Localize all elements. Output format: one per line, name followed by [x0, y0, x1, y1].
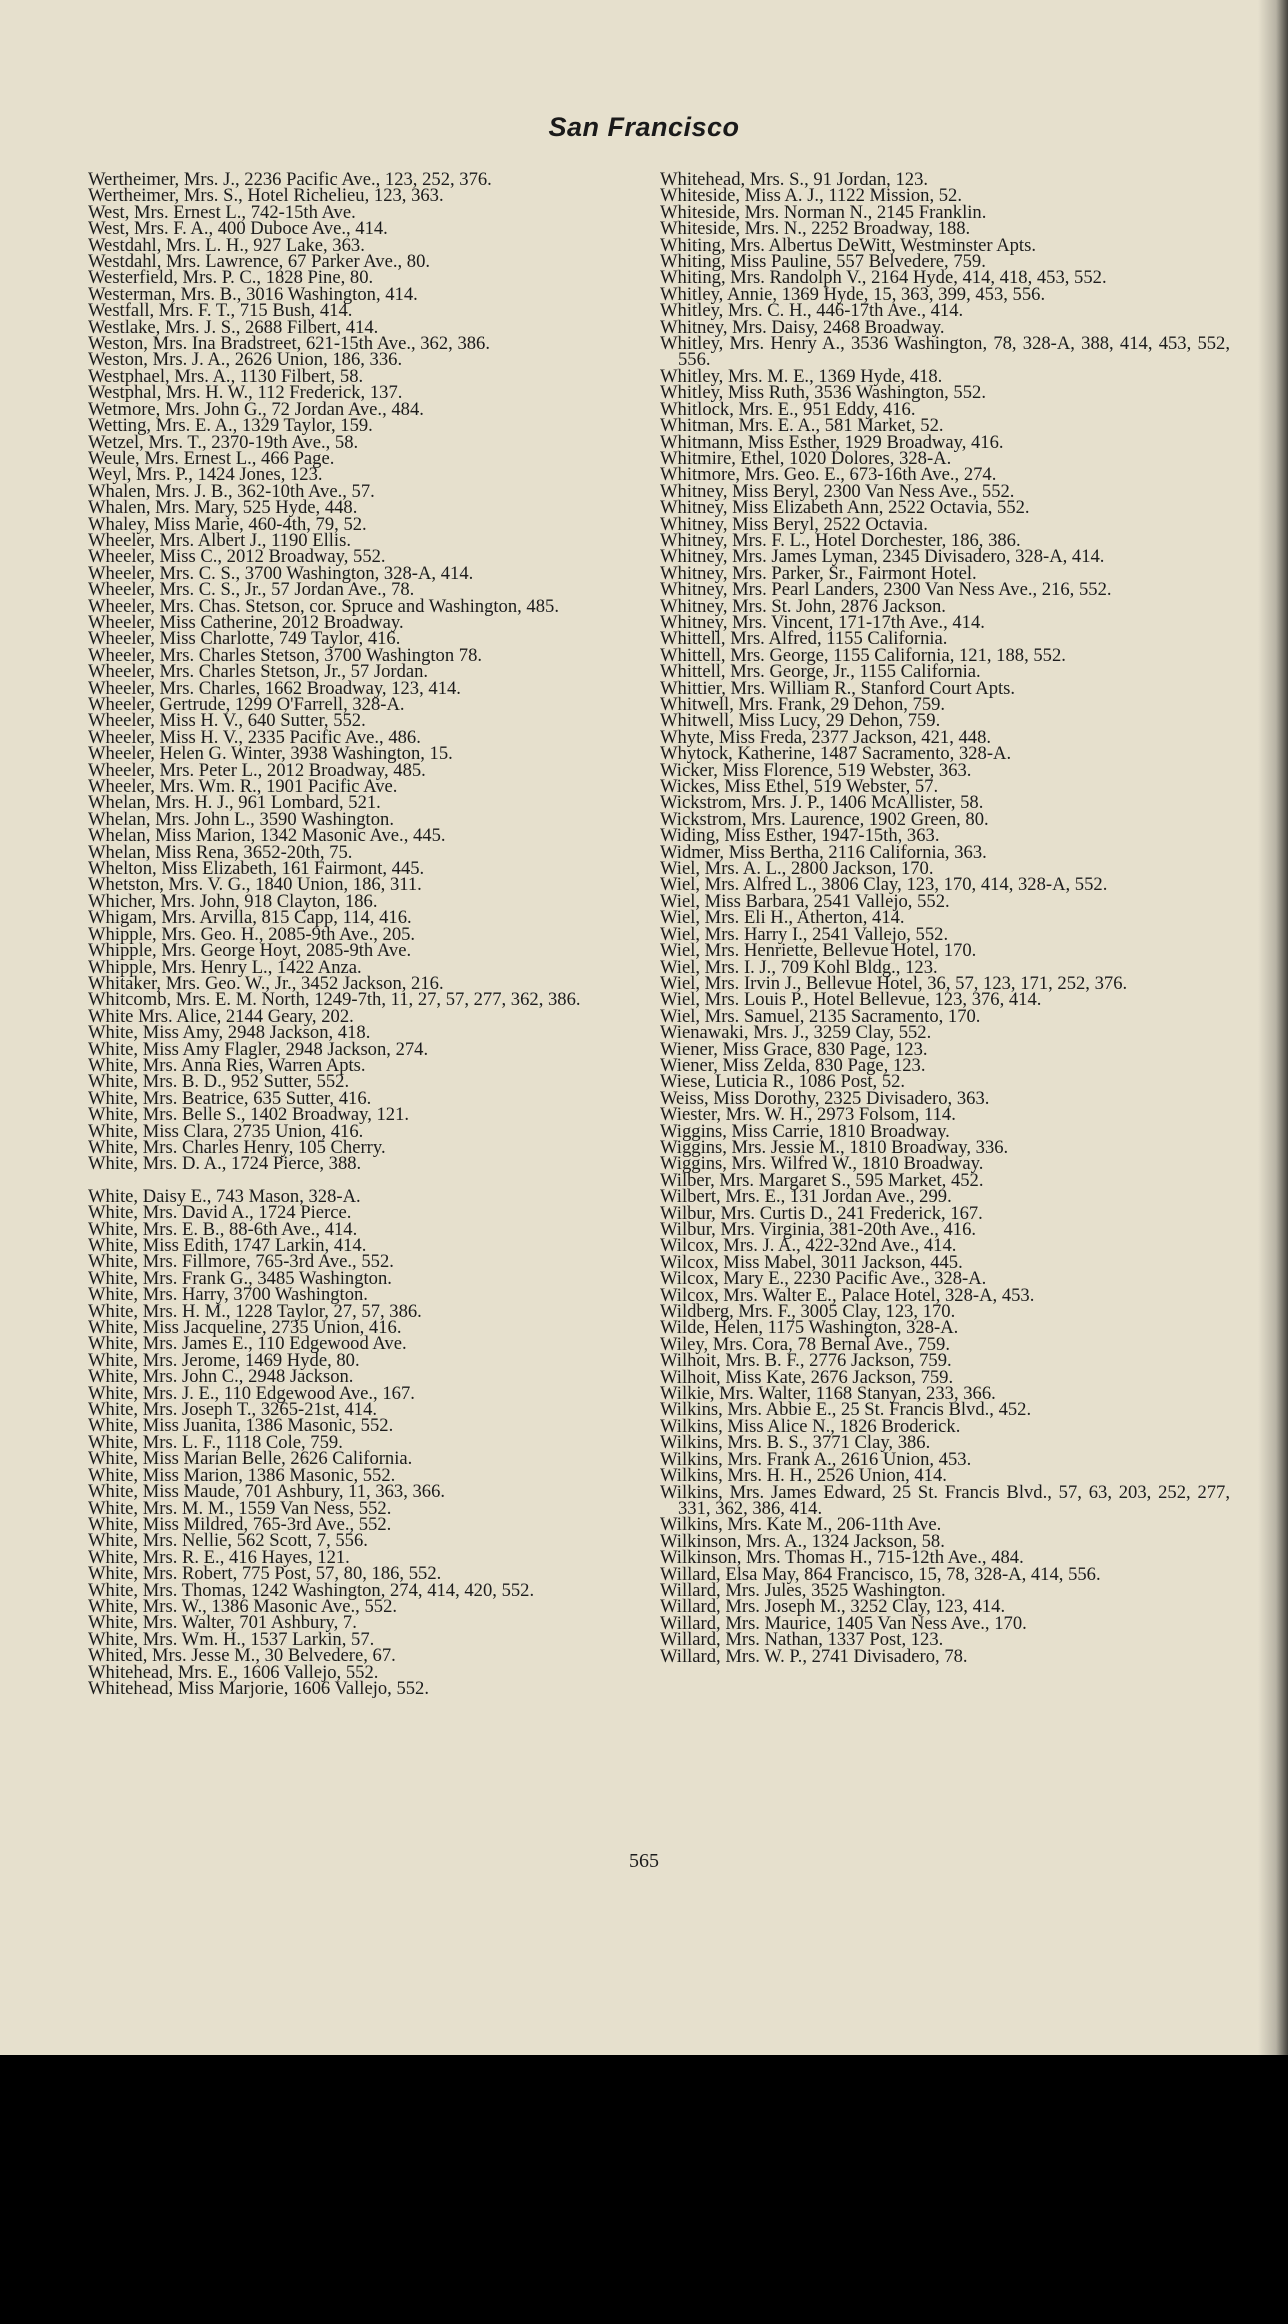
directory-entry: Weule, Mrs. Ernest L., 466 Page. [88, 447, 335, 469]
directory-entry: Westlake, Mrs. J. S., 2688 Filbert, 414. [88, 316, 379, 338]
directory-entry: White, Miss Juanita, 1386 Masonic, 552. [88, 1415, 394, 1437]
directory-entry: Wilbur, Mrs. Curtis D., 241 Frederick, 167. [660, 1202, 983, 1224]
directory-entry: Wheeler, Miss H. V., 2335 Pacific Ave., 486. [88, 726, 421, 748]
directory-entry: Whitman, Mrs. E. A., 581 Market, 52. [660, 415, 944, 437]
directory-entry: Whittell, Mrs. George, Jr., 1155 California. [660, 661, 981, 683]
directory-entry: Whitney, Mrs. Vincent, 171-17th Ave., 414. [660, 611, 985, 633]
directory-entry: Wilkinson, Mrs. Thomas H., 715-12th Ave., 484. [660, 1547, 1024, 1569]
directory-entry: Wilkins, Miss Alice N., 1826 Broderick. [660, 1415, 961, 1437]
directory-entry: White, Miss Maude, 701 Ashbury, 11, 363, 366. [88, 1481, 446, 1503]
directory-entry: Whitley, Mrs. C. H., 446-17th Ave., 414. [660, 300, 964, 322]
directory-entry: White, Mrs. E. B., 88-6th Ave., 414. [88, 1218, 358, 1240]
directory-entry: Wheeler, Mrs. Charles, 1662 Broadway, 123, 414. [88, 677, 461, 699]
directory-entry: Whitmire, Ethel, 1020 Dolores, 328-A. [660, 447, 952, 469]
directory-entry: Widing, Miss Esther, 1947-15th, 363. [660, 825, 940, 847]
directory-entry: Wiley, Mrs. Cora, 78 Bernal Ave., 759. [660, 1333, 950, 1355]
directory-entry: Westdahl, Mrs. L. H., 927 Lake, 363. [88, 234, 365, 256]
directory-entry: Wiel, Miss Barbara, 2541 Vallejo, 552. [660, 890, 950, 912]
directory-entry: White, Mrs. David A., 1724 Pierce. [88, 1202, 352, 1224]
directory-entry: Westdahl, Mrs. Lawrence, 67 Parker Ave., 80. [88, 251, 431, 273]
directory-entry: Wheeler, Helen G. Winter, 3938 Washington, 15. [88, 743, 453, 765]
directory-entry: Wiel, Mrs. Samuel, 2135 Sacramento, 170. [660, 1005, 981, 1027]
directory-entry: Wilcox, Mary E., 2230 Pacific Ave., 328-A. [660, 1268, 987, 1290]
directory-entry: Whiting, Mrs. Albertus DeWitt, Westminster Apts. [660, 234, 1036, 256]
directory-entry: Wiggins, Mrs. Jessie M., 1810 Broadway, 336. [660, 1136, 1009, 1158]
directory-entry: Whitney, Miss Beryl, 2300 Van Ness Ave., 552. [660, 480, 1015, 502]
directory-entry: White, Mrs. Belle S., 1402 Broadway, 121. [88, 1104, 410, 1126]
directory-entry: Whitley, Annie, 1369 Hyde, 15, 363, 399, 453, 556. [660, 283, 1046, 305]
directory-entry: Wilbert, Mrs. E., 131 Jordan Ave., 299. [660, 1186, 952, 1208]
directory-entry: White, Mrs. Robert, 775 Post, 57, 80, 186, 552. [88, 1563, 442, 1585]
directory-entry: Wicker, Miss Florence, 519 Webster, 363. [660, 759, 972, 781]
directory-entry: Wiener, Miss Grace, 830 Page, 123. [660, 1038, 928, 1060]
directory-entry: Wiel, Mrs. Harry I., 2541 Vallejo, 552. [660, 923, 949, 945]
directory-entry: Whittell, Mrs. Alfred, 1155 California. [660, 628, 948, 650]
directory-entry: White, Mrs. Charles Henry, 105 Cherry. [88, 1136, 386, 1158]
directory-entry: Wheeler, Miss Charlotte, 749 Taylor, 416. [88, 628, 401, 650]
directory-entry: Wilkins, Mrs. H. H., 2526 Union, 414. [660, 1465, 947, 1487]
directory-entry: Whelan, Miss Rena, 3652-20th, 75. [88, 841, 353, 863]
directory-entry: White, Miss Jacqueline, 2735 Union, 416. [88, 1317, 402, 1339]
directory-entry: White, Mrs. Walter, 701 Ashbury, 7. [88, 1612, 357, 1634]
directory-entry: Whipple, Mrs. Geo. H., 2085-9th Ave., 205. [88, 923, 416, 945]
directory-entry: Wiel, Mrs. A. L., 2800 Jackson, 170. [660, 858, 934, 880]
directory-entry: Wilcox, Mrs. Walter E., Palace Hotel, 328-A, 453. [660, 1284, 1035, 1306]
directory-entry: Wilkins, Mrs. Kate M., 206-11th Ave. [660, 1514, 942, 1536]
directory-entry: Whitehead, Mrs. E., 1606 Vallejo, 552. [88, 1661, 379, 1683]
directory-entry: Wiese, Luticia R., 1086 Post, 52. [660, 1071, 906, 1093]
directory-entry: White, Miss Mildred, 765-3rd Ave., 552. [88, 1513, 392, 1535]
directory-entry: West, Mrs. Ernest L., 742-15th Ave. [88, 201, 356, 223]
directory-entry: Westphael, Mrs. A., 1130 Filbert, 58. [88, 365, 364, 387]
directory-entry: White, Miss Amy, 2948 Jackson, 418. [88, 1022, 371, 1044]
directory-entry: White, Mrs. J. E., 110 Edgewood Ave., 167. [88, 1382, 415, 1404]
directory-entry: Wilkins, Mrs. B. S., 3771 Clay, 386. [660, 1432, 931, 1454]
directory-entry: Whitwell, Miss Lucy, 29 Dehon, 759. [660, 710, 941, 732]
directory-entry: Wilbur, Mrs. Virginia, 381-20th Ave., 416. [660, 1219, 977, 1240]
directory-entry: Wickes, Miss Ethel, 519 Webster, 57. [660, 776, 939, 798]
directory-entry: White, Miss Amy Flagler, 2948 Jackson, 274. [88, 1038, 429, 1060]
directory-entry: White, Mrs. Thomas, 1242 Washington, 274, 414, 420, 552. [88, 1579, 535, 1601]
directory-entry: White, Daisy E., 743 Mason, 328-A. [88, 1185, 361, 1207]
directory-entry: Wildberg, Mrs. F., 3005 Clay, 123, 170. [660, 1301, 956, 1323]
directory-entry: Whipple, Mrs. Henry L., 1422 Anza. [88, 956, 362, 978]
directory-entry: Wiel, Mrs. Louis P., Hotel Bellevue, 123, 376, 414. [660, 989, 1042, 1011]
directory-entry: Wheeler, Mrs. Wm. R., 1901 Pacific Ave. [88, 776, 398, 798]
directory-entry: Willard, Mrs. W. P., 2741 Divisadero, 78. [660, 1645, 968, 1667]
directory-entry: White, Mrs. Wm. H., 1537 Larkin, 57. [88, 1628, 375, 1650]
directory-entry: White, Mrs. Joseph T., 3265-21st, 414. [88, 1399, 378, 1421]
directory-entry: White, Mrs. B. D., 952 Sutter, 552. [88, 1071, 350, 1093]
directory-entry: White, Mrs. Jerome, 1469 Hyde, 80. [88, 1349, 360, 1371]
directory-entry: Wiel, Mrs. Eli H., Atherton, 414. [660, 907, 905, 929]
directory-entry: Wheeler, Mrs. Albert J., 1190 Ellis. [88, 529, 351, 551]
directory-entry: Whiting, Miss Pauline, 557 Belvedere, 759. [660, 251, 986, 273]
directory-entry: Wetzel, Mrs. T., 2370-19th Ave., 58. [88, 431, 359, 453]
directory-entry: Weyl, Mrs. P., 1424 Jones, 123. [88, 464, 323, 486]
directory-entry: Wilhoit, Mrs. B. F., 2776 Jackson, 759. [660, 1350, 952, 1372]
directory-entry: Wilkins, Mrs. James Edward, 25 St. Francis Blvd., 57, 63, 203, 252, 277, 331, 362, 386, 414. [660, 1481, 1230, 1519]
directory-entry: Wertheimer, Mrs. S., Hotel Richelieu, 123, 363. [88, 185, 444, 207]
directory-entry: Whytock, Katherine, 1487 Sacramento, 328-A. [660, 743, 1012, 765]
directory-entry: Whiteside, Mrs. N., 2252 Broadway, 188. [660, 218, 971, 240]
directory-entry: Wiener, Miss Zelda, 830 Page, 123. [660, 1054, 926, 1076]
directory-entry: Whitmore, Mrs. Geo. E., 673-16th Ave., 274. [660, 464, 997, 486]
directory-entry: White Mrs. Alice, 2144 Geary, 202. [88, 1005, 354, 1027]
directory-entry: Whitney, Mrs. F. L., Hotel Dorchester, 186, 386. [660, 529, 1021, 551]
directory-entry: Wheeler, Mrs. Chas. Stetson, cor. Spruce and Washington, 485. [88, 595, 559, 617]
directory-entry: Wiel, Mrs. I. J., 709 Kohl Bldg., 123. [660, 956, 938, 978]
directory-entry: Westerman, Mrs. B., 3016 Washington, 414. [88, 283, 418, 305]
directory-entry: Whitney, Mrs. Parker, Sr., Fairmont Hotel. [660, 562, 977, 584]
directory-entry: Wilcox, Mrs. J. A., 422-32nd Ave., 414. [660, 1235, 957, 1257]
directory-entry: White, Mrs. Nellie, 562 Scott, 7, 556. [88, 1530, 368, 1552]
directory-entry: Wheeler, Miss C., 2012 Broadway, 552. [88, 546, 386, 568]
directory-entry: Westerfield, Mrs. P. C., 1828 Pine, 80. [88, 267, 374, 289]
directory-entry: Whicher, Mrs. John, 918 Clayton, 186. [88, 890, 378, 912]
directory-entry: Willard, Mrs. Maurice, 1405 Van Ness Ave., 170. [660, 1612, 1027, 1634]
directory-entry: White, Miss Edith, 1747 Larkin, 414. [88, 1235, 367, 1256]
directory-entry: White, Miss Clara, 2735 Union, 416. [88, 1120, 364, 1142]
directory-entry: Whitney, Mrs. Pearl Landers, 2300 Van Ness Ave., 216, 552. [660, 579, 1112, 601]
directory-entry: Wiggins, Mrs. Wilfred W., 1810 Broadway. [660, 1153, 984, 1175]
directory-entry: Wheeler, Mrs. C. S., 3700 Washington, 328-A, 414. [88, 562, 474, 584]
directory-entry: White, Mrs. John C., 2948 Jackson. [88, 1366, 354, 1388]
directory-entry: Wheeler, Mrs. Charles Stetson, Jr., 57 Jordan. [88, 661, 429, 683]
directory-entry: Whitney, Miss Elizabeth Ann, 2522 Octavia, 552. [660, 497, 1030, 519]
directory-entry: Wheeler, Miss H. V., 640 Sutter, 552. [88, 710, 366, 732]
directory-entry: West, Mrs. F. A., 400 Duboce Ave., 414. [88, 218, 388, 240]
directory-entry: White, Mrs. Beatrice, 635 Sutter, 416. [88, 1087, 372, 1109]
directory-entry: Whitney, Mrs. James Lyman, 2345 Divisadero, 328-A, 414. [660, 546, 1105, 568]
directory-entry: Wiel, Mrs. Alfred L., 3806 Clay, 123, 170, 414, 328-A, 552. [660, 874, 1108, 896]
directory-entry: Wheeler, Mrs. Peter L., 2012 Broadway, 485. [88, 759, 426, 781]
directory-entry: Wheeler, Miss Catherine, 2012 Broadway. [88, 611, 404, 633]
directory-entry: White, Mrs. R. E., 416 Hayes, 121. [88, 1546, 350, 1568]
directory-entry: White, Miss Marian Belle, 2626 California. [88, 1448, 413, 1470]
page-number: 565 [629, 1850, 659, 1872]
directory-entry: Whitehead, Mrs. S., 91 Jordan, 123. [660, 169, 929, 190]
page-header: San Francisco [548, 112, 740, 142]
directory-entry: Whitley, Mrs. M. E., 1369 Hyde, 418. [660, 365, 943, 387]
directory-entry: Whipple, Mrs. George Hoyt, 2085-9th Ave. [88, 940, 412, 962]
page-edge-shadow [1258, 0, 1288, 2055]
directory-entry: White, Mrs. Anna Ries, Warren Apts. [88, 1054, 366, 1076]
directory-entry: Wetting, Mrs. E. A., 1329 Taylor, 159. [88, 415, 373, 437]
directory-entry: Whitney, Miss Beryl, 2522 Octavia. [660, 513, 928, 535]
directory-entry: Wheeler, Mrs. Charles Stetson, 3700 Washington 78. [88, 644, 483, 666]
right-column [660, 169, 1230, 1667]
directory-entry: Wilkinson, Mrs. A., 1324 Jackson, 58. [660, 1530, 945, 1552]
directory-entry: Wilkins, Mrs. Abbie E., 25 St. Francis Blvd., 452. [660, 1399, 1032, 1421]
directory-entry: Whitehead, Miss Marjorie, 1606 Vallejo, 552. [88, 1677, 429, 1699]
directory-entry: Whitney, Mrs. St. John, 2876 Jackson. [660, 595, 946, 617]
directory-entry: White, Miss Marion, 1386 Masonic, 552. [88, 1464, 396, 1486]
directory-entry: White, Mrs. D. A., 1724 Pierce, 388. [88, 1153, 362, 1175]
directory-entry: Widmer, Miss Bertha, 2116 California, 363. [660, 841, 987, 863]
directory-entry: Wertheimer, Mrs. J., 2236 Pacific Ave., 123, 252, 376. [88, 169, 492, 190]
directory-entry: White, Mrs. Harry, 3700 Washington. [88, 1284, 368, 1306]
directory-entry: White, Mrs. Fillmore, 765-3rd Ave., 552. [88, 1251, 394, 1273]
directory-entry: Wilde, Helen, 1175 Washington, 328-A. [660, 1317, 959, 1339]
directory-entry: White, Mrs. Frank G., 3485 Washington. [88, 1267, 392, 1289]
directory-entry: Whigam, Mrs. Arvilla, 815 Capp, 114, 416. [88, 907, 412, 929]
directory-entry: Wheeler, Mrs. C. S., Jr., 57 Jordan Ave., 78. [88, 579, 415, 601]
directory-entry: Weiss, Miss Dorothy, 2325 Divisadero, 363. [660, 1087, 990, 1109]
directory-entry: Wilhoit, Miss Kate, 2676 Jackson, 759. [660, 1366, 954, 1388]
directory-entry: Willard, Elsa May, 864 Francisco, 15, 78, 328-A, 414, 556. [660, 1563, 1101, 1585]
directory-entry: Wilkins, Mrs. Frank A., 2616 Union, 453. [660, 1448, 972, 1470]
directory-entry: Wilber, Mrs. Margaret S., 595 Market, 452. [660, 1169, 984, 1191]
directory-entry: Whitley, Miss Ruth, 3536 Washington, 552. [660, 382, 986, 404]
directory-entry: Whiting, Mrs. Randolph V., 2164 Hyde, 414, 418, 453, 552. [660, 267, 1107, 289]
directory-entry: Wickstrom, Mrs. Laurence, 1902 Green, 80. [660, 808, 989, 830]
directory-entry: Whitwell, Mrs. Frank, 29 Dehon, 759. [660, 694, 946, 715]
directory-entry: Whelton, Miss Elizabeth, 161 Fairmont, 445. [88, 858, 425, 880]
directory-entry: Whittell, Mrs. George, 1155 California, 121, 188, 552. [660, 644, 1066, 666]
directory-entry: Whiteside, Miss A. J., 1122 Mission, 52. [660, 185, 962, 207]
directory-entry: Westfall, Mrs. F. T., 715 Bush, 414. [88, 300, 353, 322]
directory-entry: Whyte, Miss Freda, 2377 Jackson, 421, 448. [660, 726, 992, 748]
directory-entry: Whitmann, Miss Esther, 1929 Broadway, 416. [660, 431, 1004, 453]
directory-entry: Wienawaki, Mrs. J., 3259 Clay, 552. [660, 1022, 932, 1044]
directory-entry: Whittier, Mrs. William R., Stanford Court Apts. [660, 677, 1016, 699]
directory-entry: Weston, Mrs. J. A., 2626 Union, 186, 336. [88, 349, 403, 371]
directory-entry: Wilcox, Miss Mabel, 3011 Jackson, 445. [660, 1251, 963, 1273]
directory-entry: Wickstrom, Mrs. J. P., 1406 McAllister, 58. [660, 792, 984, 814]
directory-entry: Whelan, Mrs. H. J., 961 Lombard, 521. [88, 792, 381, 814]
directory-entry: Wiester, Mrs. W. H., 2973 Folsom, 114. [660, 1104, 956, 1126]
directory-entry: Whetston, Mrs. V. G., 1840 Union, 186, 311. [88, 874, 422, 896]
directory-entry: Whited, Mrs. Jesse M., 30 Belvedere, 67. [88, 1645, 396, 1667]
directory-entry: Whalen, Mrs. Mary, 525 Hyde, 448. [88, 497, 358, 519]
directory-entry: Whelan, Mrs. John L., 3590 Washington. [88, 808, 394, 830]
directory-entry: White, Mrs. M. M., 1559 Van Ness, 552. [88, 1497, 392, 1519]
directory-entry: Whitley, Mrs. Henry A., 3536 Washington, 78, 328-A, 388, 414, 453, 552, 556. [660, 333, 1230, 371]
directory-entry: Wilkie, Mrs. Walter, 1168 Stanyan, 233, 366. [660, 1383, 996, 1405]
directory-entry: Whalen, Mrs. J. B., 362-10th Ave., 57. [88, 480, 375, 502]
directory-entry: White, Mrs. L. F., 1118 Cole, 759. [88, 1431, 343, 1453]
directory-entry: Willard, Mrs. Nathan, 1337 Post, 123. [660, 1629, 944, 1651]
directory-entry: Willard, Mrs. Jules, 3525 Washington. [660, 1579, 946, 1601]
directory-entry: Whitney, Mrs. Daisy, 2468 Broadway. [660, 316, 945, 338]
directory-entry: Westphal, Mrs. H. W., 112 Frederick, 137. [88, 382, 403, 404]
directory-entry: Whiteside, Mrs. Norman N., 2145 Franklin. [660, 201, 987, 223]
directory-entry: White, Mrs. James E., 110 Edgewood Ave. [88, 1333, 407, 1355]
directory-entry: Willard, Mrs. Joseph M., 3252 Clay, 123, 414. [660, 1596, 1006, 1618]
directory-entry: Wetmore, Mrs. John G., 72 Jordan Ave., 484. [88, 398, 424, 420]
directory-entry: Weston, Mrs. Ina Bradstreet, 621-15th Ave., 362, 386. [88, 333, 490, 355]
directory-entry: White, Mrs. W., 1386 Masonic Ave., 552. [88, 1595, 398, 1617]
directory-entry: Whelan, Miss Marion, 1342 Masonic Ave., 445. [88, 825, 446, 847]
directory-entry: Wheeler, Gertrude, 1299 O'Farrell, 328-A. [88, 694, 405, 715]
directory-entry: Wiggins, Miss Carrie, 1810 Broadway. [660, 1120, 950, 1142]
directory-entry: Wiel, Mrs. Henriette, Bellevue Hotel, 170. [660, 940, 977, 962]
directory-entry: Whitlock, Mrs. E., 951 Eddy, 416. [660, 398, 916, 420]
directory-entry: Whitcomb, Mrs. E. M. North, 1249-7th, 11, 27, 57, 277, 362, 386. [88, 989, 581, 1011]
directory-entry: Wiel, Mrs. Irvin J., Bellevue Hotel, 36, 57, 123, 171, 252, 376. [660, 972, 1128, 994]
left-column [88, 169, 658, 1699]
directory-entry: Whaley, Miss Marie, 460-4th, 79, 52. [88, 513, 367, 535]
directory-entry: Whitaker, Mrs. Geo. W., Jr., 3452 Jackson, 216. [88, 972, 444, 994]
directory-entry: White, Mrs. H. M., 1228 Taylor, 27, 57, 386. [88, 1300, 422, 1322]
